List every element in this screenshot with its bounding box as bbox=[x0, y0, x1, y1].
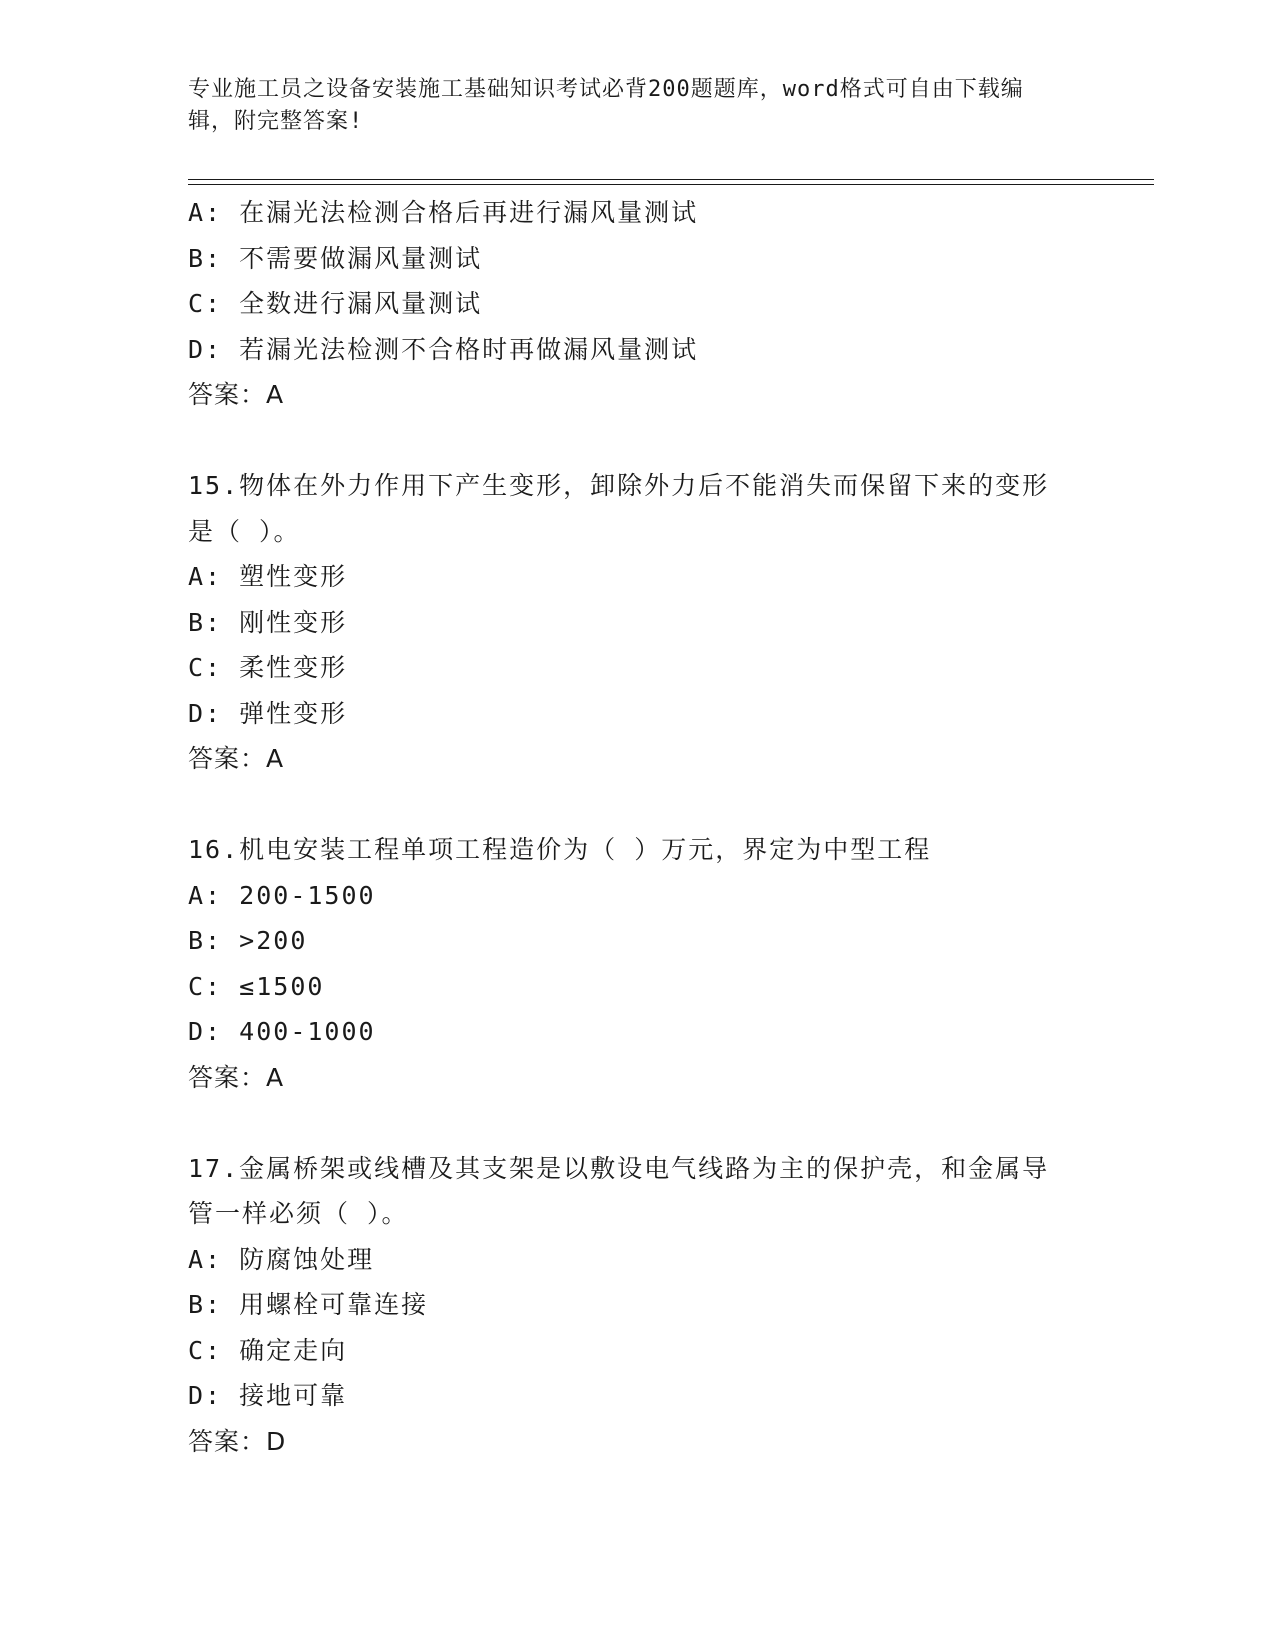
option-text: 全数进行漏风量测试 bbox=[239, 289, 483, 318]
document-title: 专业施工员之设备安装施工基础知识考试必背200题题库，word格式可自由下载编辑，附完整答案! bbox=[188, 77, 1024, 134]
option-line bbox=[188, 1282, 1088, 1328]
spacer bbox=[188, 782, 1088, 828]
answer-line: 答案：D bbox=[188, 1426, 287, 1456]
option-text: 塑性变形 bbox=[239, 562, 348, 591]
document-header bbox=[188, 74, 1068, 138]
carryover-question-block bbox=[188, 190, 1088, 418]
option-key: A: bbox=[188, 1244, 223, 1274]
question-block-15 bbox=[188, 463, 1088, 782]
option-text: 柔性变形 bbox=[239, 653, 348, 682]
option-line bbox=[188, 600, 1088, 646]
option-line bbox=[188, 691, 1088, 737]
option-key: C: bbox=[188, 653, 223, 682]
option-key: A: bbox=[188, 198, 223, 227]
answer-line: 答案：A bbox=[188, 1062, 285, 1092]
option-line bbox=[188, 645, 1088, 691]
option-key: C: bbox=[188, 289, 223, 318]
option-line bbox=[188, 1009, 1088, 1055]
spacer bbox=[188, 1100, 1088, 1146]
header-divider-bottom bbox=[188, 184, 1154, 185]
option-line bbox=[188, 554, 1088, 600]
option-text: 刚性变形 bbox=[239, 607, 348, 637]
option-text: 在漏光法检测合格后再进行漏风量测试 bbox=[239, 198, 699, 227]
option-text: 弹性变形 bbox=[239, 698, 348, 728]
option-line bbox=[188, 918, 1088, 964]
option-key: D: bbox=[188, 1017, 223, 1046]
option-text: 接地可靠 bbox=[239, 1381, 348, 1410]
option-text: >200 bbox=[239, 926, 308, 955]
question-stem: 17.金属桥架或线槽及其支架是以敷设电气线路为主的保护壳，和金属导管一样必须（ ）。 bbox=[188, 1153, 1050, 1228]
option-line bbox=[188, 1373, 1088, 1419]
option-text: 不需要做漏风量测试 bbox=[239, 243, 483, 273]
option-key: D: bbox=[188, 334, 223, 364]
option-key: B: bbox=[188, 607, 223, 637]
option-line bbox=[188, 327, 1088, 373]
option-line bbox=[188, 236, 1088, 282]
answer-line: 答案：A bbox=[188, 380, 285, 409]
header-divider-top bbox=[188, 179, 1154, 180]
question-list bbox=[188, 190, 1088, 1464]
option-key: D: bbox=[188, 698, 223, 728]
option-text: 用螺栓可靠连接 bbox=[239, 1290, 429, 1319]
option-text: 200-1500 bbox=[239, 880, 376, 910]
option-key: A: bbox=[188, 562, 223, 591]
option-line bbox=[188, 964, 1088, 1010]
option-line bbox=[188, 1328, 1088, 1374]
option-key: B: bbox=[188, 243, 223, 273]
option-text: 确定走向 bbox=[239, 1335, 348, 1365]
option-key: B: bbox=[188, 1290, 223, 1319]
option-line bbox=[188, 873, 1088, 919]
option-key: C: bbox=[188, 1335, 223, 1365]
option-key: C: bbox=[188, 971, 223, 1001]
spacer bbox=[188, 418, 1088, 464]
question-block-16 bbox=[188, 827, 1088, 1100]
question-block-17 bbox=[188, 1146, 1088, 1465]
option-text: 400-1000 bbox=[239, 1017, 376, 1046]
option-key: B: bbox=[188, 926, 223, 955]
question-stem: 16.机电安装工程单项工程造价为（ ）万元，界定为中型工程 bbox=[188, 835, 932, 864]
option-key: A: bbox=[188, 880, 223, 910]
option-line bbox=[188, 190, 1088, 236]
option-text: 若漏光法检测不合格时再做漏风量测试 bbox=[239, 334, 699, 364]
option-key: D: bbox=[188, 1381, 223, 1410]
option-text: 防腐蚀处理 bbox=[239, 1244, 375, 1274]
answer-line: 答案：A bbox=[188, 744, 285, 773]
option-line bbox=[188, 1237, 1088, 1283]
option-line bbox=[188, 281, 1088, 327]
option-text: ≤1500 bbox=[239, 971, 325, 1001]
question-stem: 15.物体在外力作用下产生变形，卸除外力后不能消失而保留下来的变形是（ ）。 bbox=[188, 471, 1050, 546]
